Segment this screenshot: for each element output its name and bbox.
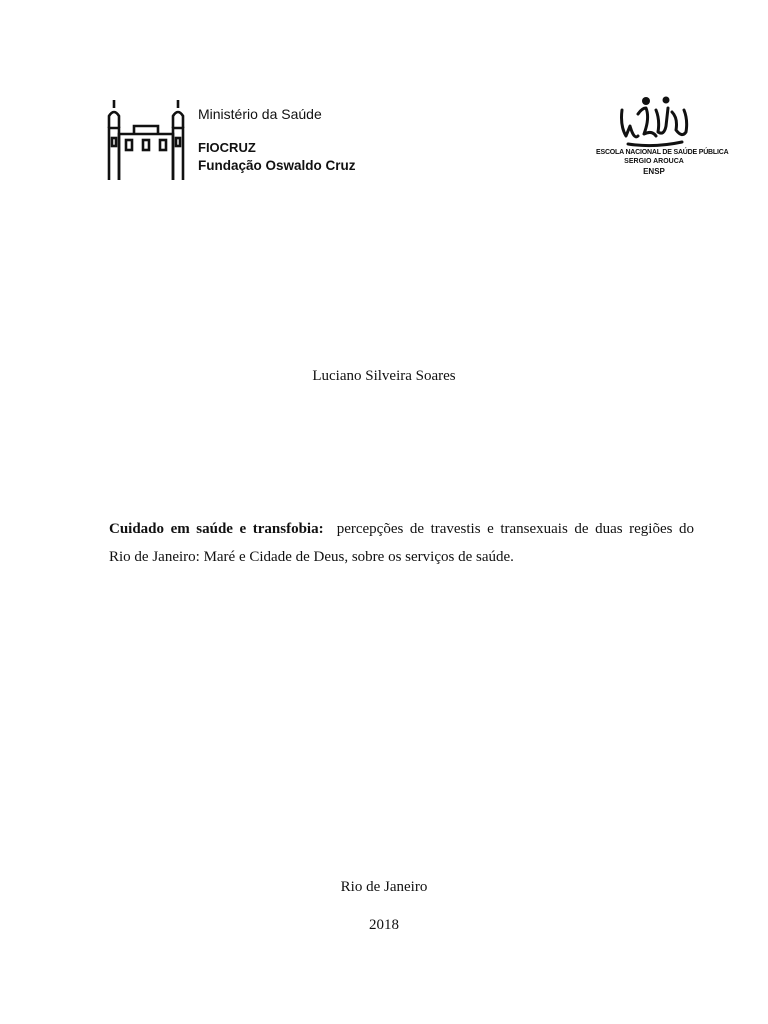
thesis-title-bold: Cuidado em saúde e transfobia: — [109, 521, 324, 537]
fiocruz-castle-icon — [106, 98, 186, 182]
author-name: Luciano Silveira Soares — [312, 368, 456, 384]
fiocruz-header-text — [198, 106, 356, 174]
city-label: Rio de Janeiro — [340, 879, 428, 895]
ministry-label: Ministério da Saúde — [198, 106, 322, 122]
thesis-title-line-2: Rio de Janeiro: Maré e Cidade de Deus, sobre os serviços de saúde. — [109, 549, 514, 565]
ensp-figures-icon — [616, 96, 692, 148]
thesis-title-line-1 — [109, 515, 694, 543]
ensp-school-name: ESCOLA NACIONAL DE SAÚDE PÚBLICA — [596, 149, 729, 156]
ensp-acronym: ENSP — [643, 167, 665, 176]
ensp-honoree: SERGIO AROUCA — [624, 158, 684, 165]
ensp-logo — [596, 96, 729, 182]
year-label: 2018 — [369, 917, 399, 933]
org-acronym: FIOCRUZ — [198, 140, 256, 155]
thesis-title — [109, 515, 694, 571]
org-name: Fundação Oswaldo Cruz — [198, 158, 356, 173]
thesis-title-rest-1: percepções de travestis e transexuais de duas regiões do — [336, 521, 694, 537]
